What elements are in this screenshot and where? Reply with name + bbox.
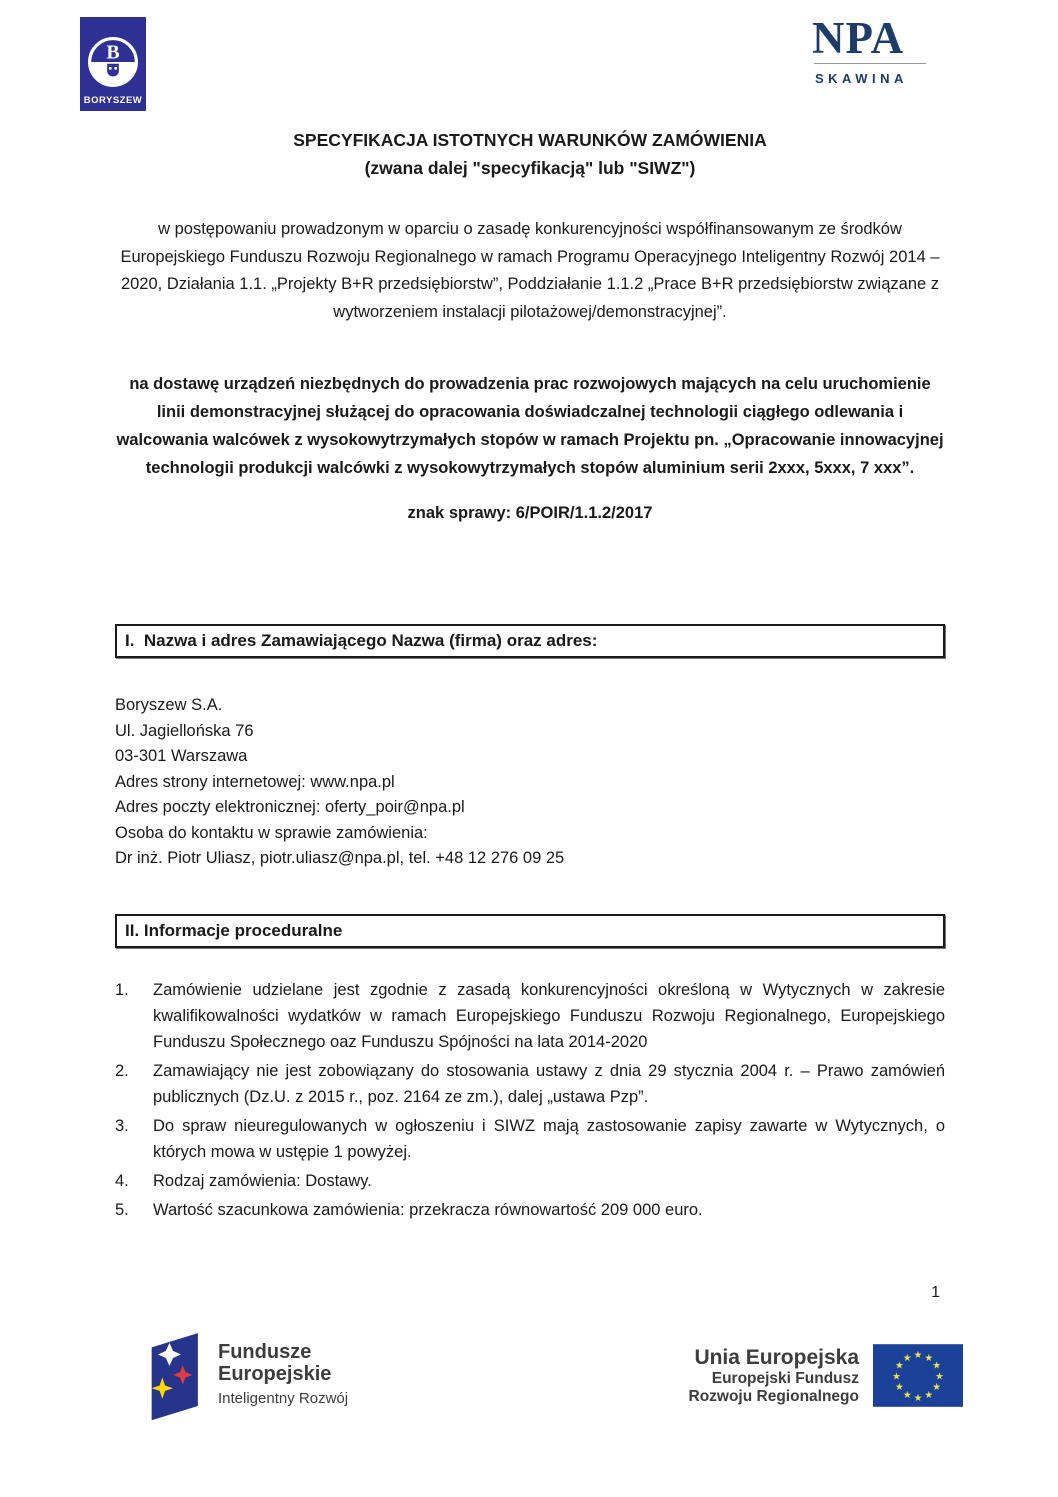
address-line-contact-label: Osoba do kontaktu w sprawie zamówienia: xyxy=(115,823,428,842)
svg-text:★: ★ xyxy=(892,1371,901,1383)
fundusze-europejskie-logo xyxy=(141,1326,348,1422)
list-item xyxy=(115,1168,945,1194)
list-item xyxy=(115,1197,945,1223)
fe-logo-text xyxy=(218,1341,348,1408)
boryszew-emblem-icon xyxy=(86,35,140,89)
address-line-street: Ul. Jagiellońska 76 xyxy=(115,721,254,740)
list-item-text: Zamówienie udzielane jest zgodnie z zasadą konkurencyjności określoną w Wytycznych w zakresie kwalifikowalności wydatków w ramach Europejskiego Funduszu Rozwoju Regionalnego, Europejskiego Funduszu Społecznego oaz Funduszu Spójności na lata 2014-2020 xyxy=(153,980,945,1051)
address-block xyxy=(115,693,945,872)
document-title-line1: SPECYFIKACJA ISTOTNYCH WARUNKÓW ZAMÓWIENIA xyxy=(293,130,767,150)
list-item-text: Wartość szacunkowa zamówienia: przekracza równowartość 209 000 euro. xyxy=(153,1200,703,1219)
eu-flag-icon xyxy=(873,1344,963,1407)
fe-flag-icon xyxy=(141,1326,205,1422)
npa-logo-subtitle: SKAWINA xyxy=(815,71,908,86)
svg-text:★: ★ xyxy=(895,1360,904,1372)
ue-logo-line1: Unia Europejska xyxy=(694,1345,859,1369)
fe-logo-line2: Europejskie xyxy=(218,1362,332,1385)
document-title xyxy=(115,126,945,182)
intro-paragraph: w postępowaniu prowadzonym w oparciu o zasadę konkurencyjności współfinansowanym ze środków Europejskiego Funduszu Rozwoju Regionalnego w ramach Programu Operacyjnego Inteligentny Rozwój 2014 – 2020, Działania 1.1. „Projekty B+R przedsiębiorstw”, Poddziałanie 1.1.2 „Prace B+R przedsiębiorstw związane z wytworzeniem instalacji pilotażowej/demonstracyjnej”. xyxy=(120,220,940,321)
address-line-contact-person: Dr inż. Piotr Uliasz, piotr.uliasz@npa.pl, tel. +48 12 276 09 25 xyxy=(115,849,565,867)
ue-logo-line3: Rozwoju Regionalnego xyxy=(688,1387,859,1405)
ue-logo-text xyxy=(689,1346,860,1406)
npa-logo-divider xyxy=(814,63,926,64)
svg-text:★: ★ xyxy=(913,1349,923,1361)
svg-text:★: ★ xyxy=(924,1352,934,1364)
list-item xyxy=(115,977,945,1055)
page-number: 1 xyxy=(931,1284,940,1301)
svg-text:★: ★ xyxy=(895,1382,904,1394)
case-number: znak sprawy: 6/POIR/1.1.2/2017 xyxy=(407,504,653,522)
svg-text:★: ★ xyxy=(924,1390,934,1401)
ue-logo-line2: Europejski Fundusz xyxy=(711,1369,859,1387)
fe-logo-line3: Inteligentny Rozwój xyxy=(218,1389,349,1407)
list-item-text: Rodzaj zamówienia: Dostawy. xyxy=(153,1171,372,1190)
boryszew-logo-text: BORYSZEW xyxy=(83,95,143,106)
svg-text:★: ★ xyxy=(932,1382,941,1394)
boryszew-letter: B xyxy=(106,41,120,64)
list-item-text: Zamawiający nie jest zobowiązany do stosowania ustawy z dnia 29 stycznia 2004 r. – Prawo zamówień publicznych (Dz.U. z 2015 r., poz. 2164 ze zm.), dalej „ustawa Pzp”. xyxy=(153,1061,945,1106)
subject-paragraph: na dostawę urządzeń niezbędnych do prowadzenia prac rozwojowych mających na celu uruchomienie linii demonstracyjnej służącej do opracowania doświadczalnej technologii ciągłego odlewania i walcowania walcówek z wysokowytrzymałych stopów w ramach Projektu pn. „Opracowanie innowacyjnej technologii produkcji walcówki z wysokowytrzymałych stopów aluminium serii 2xxx, 5xxx, 7 xxx”. xyxy=(116,375,944,477)
svg-text:★: ★ xyxy=(935,1371,944,1383)
list-item xyxy=(115,1058,945,1110)
unia-europejska-logo xyxy=(689,1344,964,1407)
list-item-number: 5. xyxy=(115,1200,129,1219)
procedural-list xyxy=(115,977,945,1223)
list-item-number: 1. xyxy=(115,980,129,999)
svg-text:★: ★ xyxy=(913,1392,923,1404)
list-item xyxy=(115,1113,945,1165)
address-line-city: 03-301 Warszawa xyxy=(115,747,248,765)
section-2-heading: II. Informacje proceduralne xyxy=(115,914,945,948)
svg-text:★: ★ xyxy=(902,1352,912,1364)
document-title-line2: (zwana dalej "specyfikacją" lub "SIWZ") xyxy=(364,158,696,178)
fe-logo-line1: Fundusze xyxy=(218,1340,312,1363)
svg-text:★: ★ xyxy=(932,1360,941,1372)
svg-text:★: ★ xyxy=(902,1390,912,1401)
address-line-company: Boryszew S.A. xyxy=(115,696,223,714)
address-line-website: Adres strony internetowej: www.npa.pl xyxy=(115,772,395,791)
section-1-heading: I. Nazwa i adres Zamawiającego Nazwa (firma) oraz adres: xyxy=(115,624,945,658)
npa-logo-text: NPA xyxy=(812,13,905,63)
boryszew-logo xyxy=(80,17,146,111)
npa-logo xyxy=(812,13,932,86)
list-item-text: Do spraw nieuregulowanych w ogłoszeniu i SIWZ mają zastosowanie zapisy zawarte w Wytycznych, o których mowa w ustępie 1 powyżej. xyxy=(153,1116,945,1161)
list-item-number: 3. xyxy=(115,1116,129,1135)
list-item-number: 2. xyxy=(115,1061,129,1080)
list-item-number: 4. xyxy=(115,1171,129,1190)
address-line-email: Adres poczty elektronicznej: oferty_poir@npa.pl xyxy=(115,798,465,816)
